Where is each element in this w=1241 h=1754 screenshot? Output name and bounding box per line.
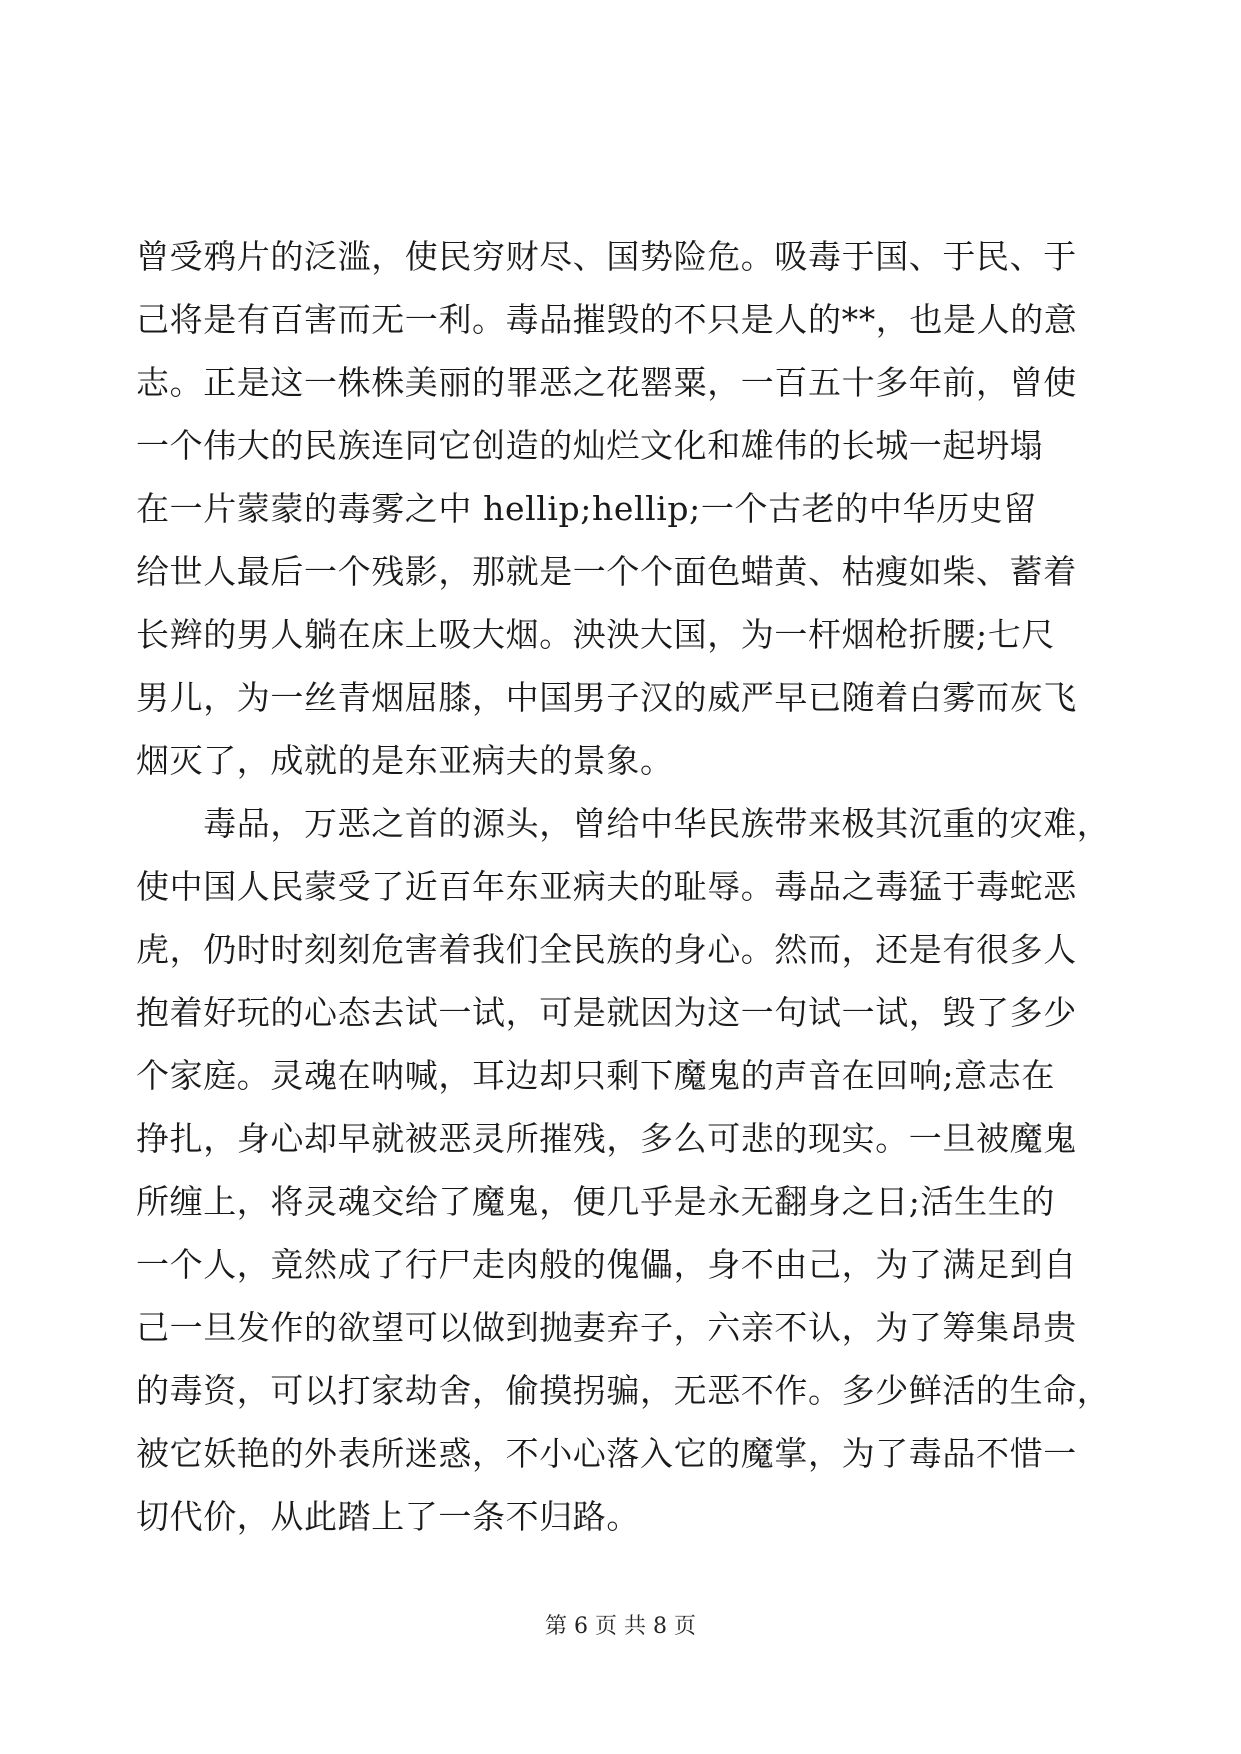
text-line: 给世人最后一个残影，那就是一个个面色蜡黄、枯瘦如柴、蓄着 xyxy=(136,552,1077,591)
text-line: 己将是有百害而无一利。毒品摧毁的不只是人的**，也是人的意 xyxy=(136,300,1078,339)
page-number: 第 6 页 共 8 页 xyxy=(545,1614,696,1639)
text-line: 己一旦发作的欲望可以做到抛妻弃子，六亲不认，为了筹集昂贵 xyxy=(136,1308,1077,1347)
text-line: 一个人，竟然成了行尸走肉般的傀儡，身不由己，为了满足到自 xyxy=(136,1245,1077,1284)
text-line: 志。正是这一株株美丽的罪恶之花罂粟，一百五十多年前，曾使 xyxy=(136,363,1077,402)
text-line: 曾受鸦片的泛滥，使民穷财尽、国势险危。吸毒于国、于民、于 xyxy=(136,237,1077,276)
body-text xyxy=(136,225,1111,1548)
text-line: 在一片蒙蒙的毒雾之中 hellip;hellip;一个古老的中华历史留 xyxy=(136,489,1037,528)
text-line: 长辫的男人躺在床上吸大烟。泱泱大国，为一杆烟枪折腰;七尺 xyxy=(136,615,1055,654)
text-line: 所缠上，将灵魂交给了魔鬼，便几乎是永无翻身之日;活生生的 xyxy=(136,1182,1055,1221)
text-line: 虎，仍时时刻刻危害着我们全民族的身心。然而，还是有很多人 xyxy=(136,930,1077,969)
text-line: 毒品，万恶之首的源头，曾给中华民族带来极其沉重的灾难， xyxy=(136,804,1111,843)
text-line: 抱着好玩的心态去试一试，可是就因为这一句试一试，毁了多少 xyxy=(136,993,1077,1032)
text-line: 挣扎，身心却早就被恶灵所摧残，多么可悲的现实。一旦被魔鬼 xyxy=(136,1119,1077,1158)
text-line: 的毒资，可以打家劫舍，偷摸拐骗，无恶不作。多少鲜活的生命， xyxy=(136,1371,1111,1410)
text-line: 男儿，为一丝青烟屈膝，中国男子汉的威严早已随着白雾而灰飞 xyxy=(136,678,1077,717)
text-line: 切代价，从此踏上了一条不归路。 xyxy=(136,1497,640,1536)
text-line: 使中国人民蒙受了近百年东亚病夫的耻辱。毒品之毒猛于毒蛇恶 xyxy=(136,867,1077,906)
text-line: 被它妖艳的外表所迷惑，不小心落入它的魔掌，为了毒品不惜一 xyxy=(136,1434,1077,1473)
text-line: 一个伟大的民族连同它创造的灿烂文化和雄伟的长城一起坍塌 xyxy=(136,426,1044,465)
text-line: 烟灭了，成就的是东亚病夫的景象。 xyxy=(136,741,674,780)
text-line: 个家庭。灵魂在呐喊，耳边却只剩下魔鬼的声音在回响;意志在 xyxy=(136,1056,1055,1095)
